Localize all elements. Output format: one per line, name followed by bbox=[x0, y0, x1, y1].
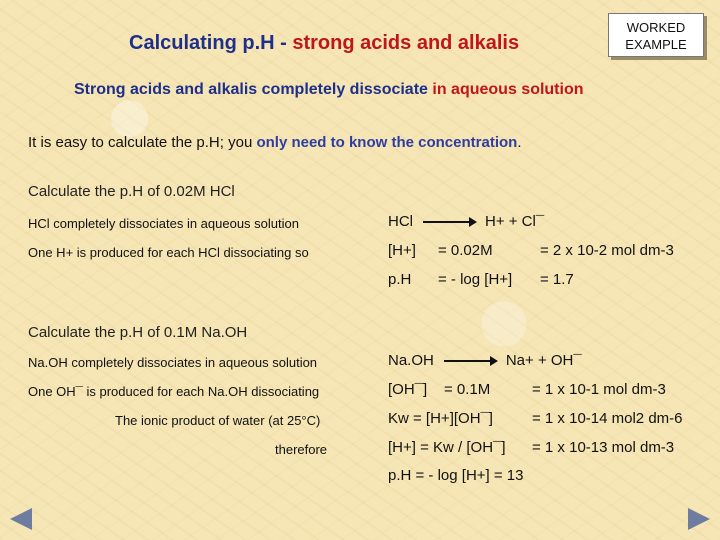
intro-highlight: only need to know the concentration bbox=[256, 134, 518, 151]
example2-ph-line: p.H = - log [H+] = 13 bbox=[388, 467, 524, 484]
example2-h-value: = 1 x 10-13 mol dm-3 bbox=[532, 439, 675, 456]
worked-example-badge bbox=[608, 13, 704, 57]
subtitle-part-2: and alkalis bbox=[175, 81, 258, 98]
example1-conc-sci: = 2 x 10-2 mol dm-3 bbox=[540, 242, 674, 259]
example2-explanation-4: therefore bbox=[275, 442, 328, 457]
subtitle-part-3: completely dissociate bbox=[261, 81, 428, 98]
title-part-2: strong acids and alkalis bbox=[292, 32, 520, 54]
example2-products: Na+ + OH¯ bbox=[505, 352, 582, 369]
example2-h-label: [H+] = Kw / [OH¯] bbox=[388, 439, 506, 456]
badge-line-1: WORKED bbox=[626, 20, 686, 35]
example2-kw-label: Kw = [H+][OH¯] bbox=[388, 410, 493, 427]
example2-explanation-2: One OH¯ is produced for each Na.OH dissociating bbox=[28, 384, 320, 399]
example1-conc-label: [H+] bbox=[388, 242, 416, 259]
example1-reaction bbox=[388, 213, 544, 230]
subtitle-part-4: in aqueous solution bbox=[432, 81, 584, 98]
reaction-arrow-icon bbox=[423, 221, 475, 223]
intro-part-3: . bbox=[517, 134, 522, 151]
next-slide-icon[interactable] bbox=[688, 508, 710, 530]
example1-ph-value: = 1.7 bbox=[540, 271, 574, 288]
example2-reactant: Na.OH bbox=[388, 352, 434, 369]
title-part-1: Calculating p.H - bbox=[129, 32, 293, 54]
subtitle-part-1: Strong acids bbox=[74, 81, 171, 98]
example2-conc-sci: = 1 x 10-1 mol dm-3 bbox=[532, 381, 666, 398]
example2-reaction bbox=[388, 352, 582, 369]
example2-conc-value: = 0.1M bbox=[444, 381, 491, 398]
example2-conc-label: [OH¯] bbox=[388, 381, 428, 398]
previous-slide-icon[interactable] bbox=[10, 508, 32, 530]
example1-explanation-2: One H+ is produced for each HCl dissociating so bbox=[28, 245, 309, 260]
badge-line-2: EXAMPLE bbox=[625, 37, 687, 52]
example1-conc-value: = 0.02M bbox=[438, 242, 493, 259]
example1-explanation-1: HCl completely dissociates in aqueous solution bbox=[28, 216, 299, 231]
example2-kw-value: = 1 x 10-14 mol2 dm-6 bbox=[532, 410, 683, 427]
intro-part-1: It is easy to calculate the p.H; you bbox=[28, 134, 257, 151]
example1-ph-formula: = - log [H+] bbox=[438, 271, 513, 288]
example1-ph-label: p.H bbox=[388, 271, 412, 288]
example2-question: Calculate the p.H of 0.1M Na.OH bbox=[28, 324, 248, 341]
example1-reactant: HCl bbox=[388, 213, 413, 230]
reaction-arrow-icon bbox=[444, 360, 496, 362]
example2-explanation-3: The ionic product of water (at 25°C) bbox=[115, 413, 321, 428]
example1-products: H+ + Cl¯ bbox=[485, 213, 545, 230]
subtitle bbox=[74, 81, 584, 99]
example2-explanation-1: Na.OH completely dissociates in aqueous solution bbox=[28, 355, 318, 370]
example1-question: Calculate the p.H of 0.02M HCl bbox=[28, 183, 235, 200]
intro-text bbox=[28, 134, 521, 151]
page-title bbox=[129, 32, 519, 55]
